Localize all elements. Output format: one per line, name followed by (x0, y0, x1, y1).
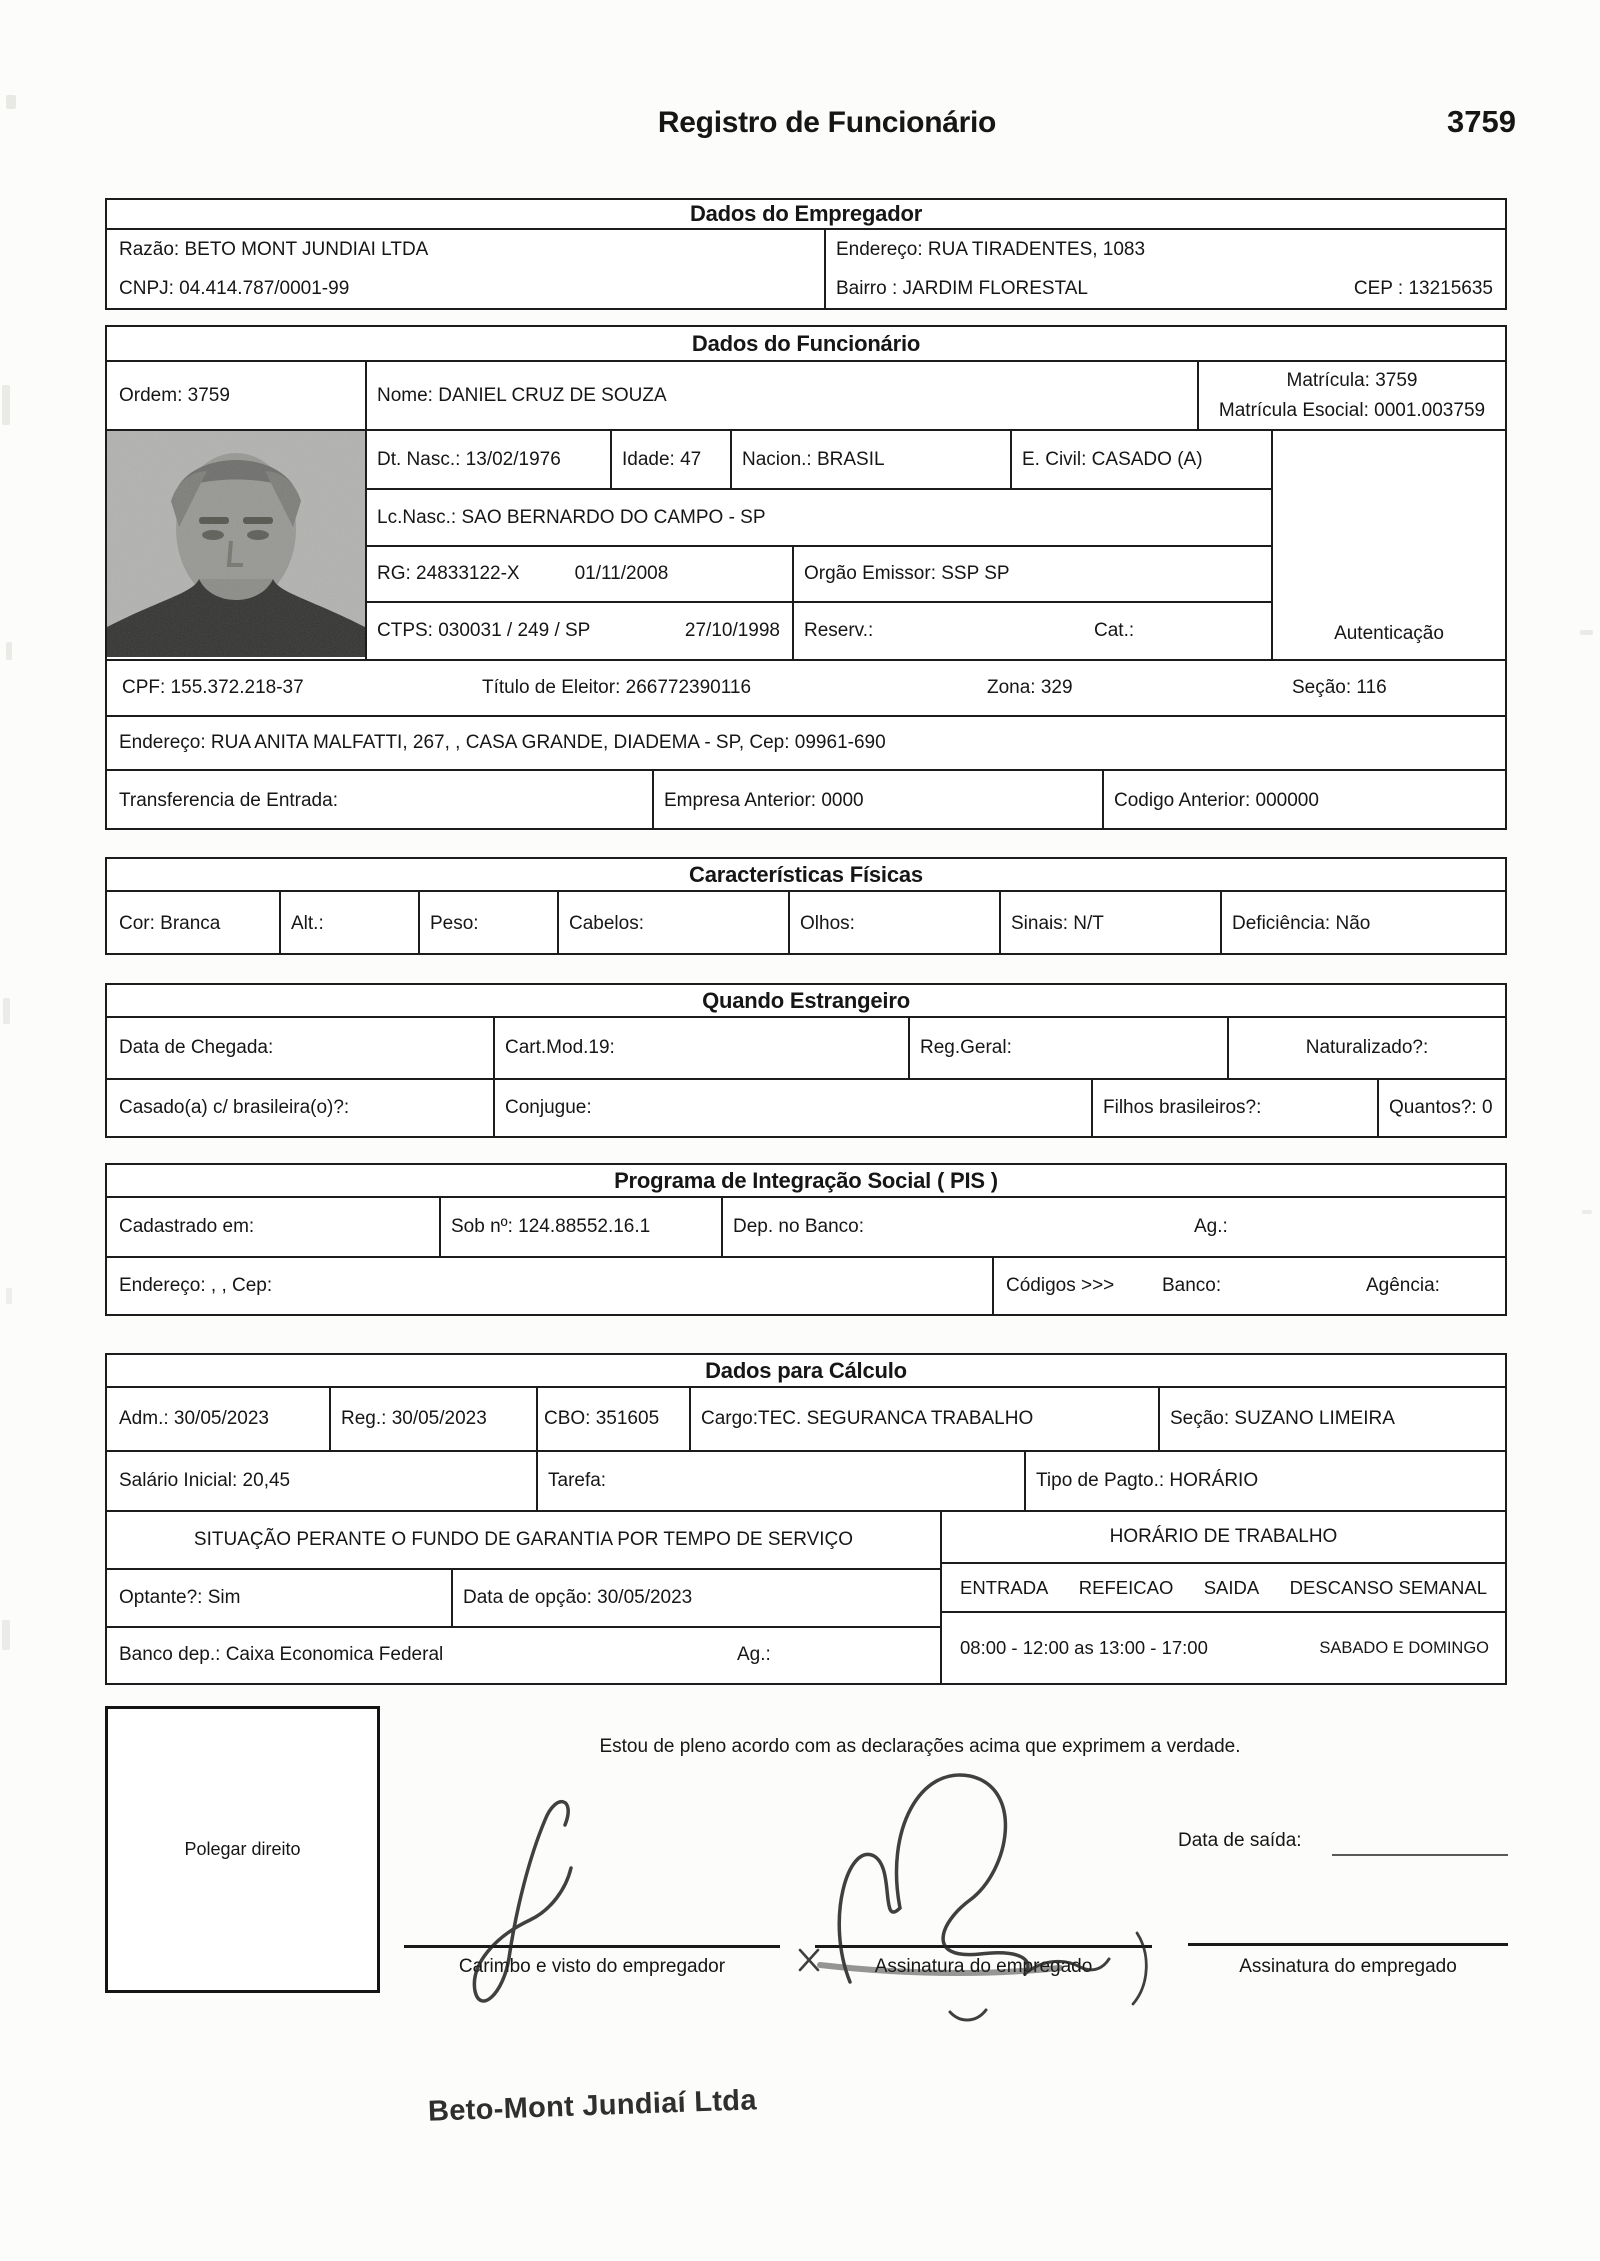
field-pis-banco: Banco: (1162, 1275, 1222, 1296)
field-pis-agencia: Agência: (1366, 1275, 1440, 1296)
field-transferencia: Transferencia de Entrada: (119, 789, 338, 811)
col-saida: SAIDA (1203, 1576, 1260, 1598)
section-header: Programa de Integração Social ( PIS ) (107, 1165, 1505, 1198)
company-stamp-text: Beto-Mont Jundiaí Ltda (427, 2084, 758, 2128)
ctps-cell (367, 603, 792, 659)
empregador-left-col (107, 230, 824, 308)
field-matricula-esocial: Matrícula Esocial: 0001.003759 (1218, 399, 1486, 421)
employee-signature-x-mark (800, 1950, 818, 1970)
field-tarefa: Tarefa: (536, 1452, 1024, 1510)
horario-values (942, 1611, 1505, 1683)
field-cep: CEP : 13215635 (1353, 277, 1493, 299)
scan-artifact (1582, 1210, 1592, 1214)
employee-photo-image (107, 431, 365, 657)
smile-tick-stroke (950, 2010, 986, 2020)
field-tipo-pagto: Tipo de Pagto.: HORÁRIO (1024, 1452, 1505, 1510)
section-caracteristicas-fisicas (105, 857, 1507, 955)
field-cadastrado-em: Cadastrado em: (119, 1216, 255, 1237)
field-dep-banco: Dep. no Banco: (733, 1216, 864, 1237)
section-dados-funcionario (105, 325, 1507, 830)
empregador-bairro-cep (826, 269, 1505, 308)
field-codigos: Códigos >>> (1006, 1275, 1115, 1296)
field-cnpj: CNPJ: 04.414.787/0001-99 (119, 277, 350, 299)
section-header: Quando Estrangeiro (107, 985, 1505, 1018)
scan-artifact (2, 385, 10, 425)
scan-artifact (2, 1620, 10, 1650)
field-cbo: CBO: 351605 (536, 1388, 689, 1450)
field-cor: Cor: Branca (119, 912, 221, 934)
handwritten-signatures (380, 1750, 1200, 2050)
field-cart-mod: Cart.Mod.19: (493, 1018, 908, 1078)
field-reserv: Reserv.: (804, 619, 874, 641)
field-casado-brasileira: Casado(a) c/ brasileira(o)?: (119, 1097, 350, 1118)
field-codigo-anterior: Codigo Anterior: 000000 (1102, 771, 1505, 830)
field-alt: Alt.: (279, 892, 418, 955)
reserv-cat-cell (792, 603, 1271, 659)
scan-artifact (6, 1288, 12, 1304)
employee-signature (839, 1775, 1028, 1982)
field-titulo-eleitor: Título de Eleitor: 266772390116 (482, 677, 752, 698)
field-filhos-brasileiros: Filhos brasileiros?: (1091, 1080, 1377, 1136)
field-reg-geral: Reg.Geral: (908, 1018, 1227, 1078)
field-calculo-ag: Ag.: (737, 1644, 771, 1666)
signature-heavy-underline (820, 1965, 1060, 1973)
section-dados-calculo (105, 1353, 1507, 1685)
employer-visto-signature (474, 1802, 571, 2001)
field-razao: Razão: BETO MONT JUNDIAI LTDA (119, 238, 429, 260)
field-salario-inicial: Salário Inicial: 20,45 (119, 1470, 291, 1491)
field-pis-ag: Ag.: (1194, 1216, 1228, 1237)
field-autenticacao: Autenticação (1334, 623, 1444, 644)
field-adm: Adm.: 30/05/2023 (119, 1408, 269, 1429)
field-lc-nasc: Lc.Nasc.: SAO BERNARDO DO CAMPO - SP (377, 506, 766, 528)
field-rg: RG: 24833122-X (377, 562, 520, 584)
scan-artifact (6, 642, 12, 660)
field-secao-eleitoral: Seção: 116 (1292, 677, 1387, 698)
field-bairro: Bairro : JARDIM FLORESTAL (836, 277, 1088, 299)
field-banco-dep: Banco dep.: Caixa Economica Federal (119, 1644, 444, 1666)
field-pis-endereco: Endereço: , , Cep: (119, 1275, 273, 1296)
section-header: Características Físicas (107, 859, 1505, 892)
section-dados-empregador (105, 198, 1507, 310)
field-descanso-valor: SABADO E DOMINGO (1319, 1638, 1489, 1657)
col-refeicao: REFEICAO (1078, 1576, 1174, 1598)
field-conjugue: Conjugue: (493, 1080, 1091, 1136)
field-cat: Cat.: (1094, 619, 1135, 641)
exit-date-blank-line (1332, 1832, 1508, 1856)
horario-header: HORÁRIO DE TRABALHO (1109, 1526, 1338, 1547)
exit-date-label: Data de saída: (1178, 1830, 1302, 1851)
field-dt-nasc: Dt. Nasc.: 13/02/1976 (377, 448, 561, 470)
fgts-col (107, 1512, 942, 1683)
employee-signature-label: Assinatura do empregado (874, 1956, 1093, 1977)
field-optante: Optante?: Sim (119, 1587, 241, 1608)
field-sinais: Sinais: N/T (999, 892, 1220, 955)
employee-signature-label-2: Assinatura do empregado (1239, 1956, 1457, 1977)
field-rg-data: 01/11/2008 (574, 562, 669, 584)
field-endereco-empregador: Endereço: RUA TIRADENTES, 1083 (836, 238, 1146, 260)
thumbprint-label: Polegar direito (184, 1839, 301, 1859)
field-horario-valor: 08:00 - 12:00 as 13:00 - 17:00 (960, 1637, 1208, 1658)
field-estado-civil: E. Civil: CASADO (A) (1010, 431, 1271, 488)
section-pis (105, 1163, 1507, 1316)
personal-data-col (365, 431, 1271, 659)
scan-artifact (1580, 630, 1593, 635)
codigos-cell (992, 1258, 1505, 1314)
section-header: Dados do Funcionário (107, 327, 1505, 362)
employer-stamp-label: Carimbo e visto do empregador (458, 1956, 726, 1977)
field-nome: Nome: DANIEL CRUZ DE SOUZA (365, 362, 1197, 429)
col-descanso: DESCANSO SEMANAL (1289, 1576, 1487, 1598)
autenticacao-cell (1271, 431, 1505, 659)
field-matricula: Matrícula: 3759 (1286, 370, 1418, 392)
field-ctps: CTPS: 030031 / 249 / SP (377, 619, 591, 641)
field-cpf: CPF: 155.372.218-37 (122, 677, 304, 698)
empregador-right-col (824, 230, 1505, 308)
field-endereco-funcionario: Endereço: RUA ANITA MALFATTI, 267, , CASA GRANDE, DIADEMA - SP, Cep: 09961-690 (119, 732, 886, 753)
field-ordem: Ordem: 3759 (119, 384, 230, 406)
field-cargo: Cargo:TEC. SEGURANCA TRABALHO (689, 1388, 1158, 1450)
field-data-chegada: Data de Chegada: (119, 1037, 274, 1058)
banco-dep-cell (107, 1626, 940, 1683)
field-naturalizado: Naturalizado?: (1227, 1018, 1505, 1078)
field-reg: Reg.: 30/05/2023 (329, 1388, 536, 1450)
col-entrada: ENTRADA (960, 1576, 1049, 1598)
section-header: Dados para Cálculo (107, 1355, 1505, 1388)
scan-artifact (3, 998, 10, 1024)
field-orgao-emissor: Orgão Emissor: SSP SP (792, 547, 1271, 601)
field-sob-no: Sob nº: 124.88552.16.1 (439, 1198, 721, 1256)
declaration-text: Estou de pleno acordo com as declarações acima que exprimem a verdade. (599, 1736, 1241, 1757)
field-empresa-anterior: Empresa Anterior: 0000 (652, 771, 1102, 830)
field-data-opcao: Data de opção: 30/05/2023 (451, 1570, 940, 1625)
employee-signature-line-2 (1188, 1943, 1508, 1946)
employee-photo (107, 431, 365, 659)
horario-col-headers (942, 1562, 1505, 1611)
field-olhos: Olhos: (788, 892, 999, 955)
field-idade: Idade: 47 (610, 431, 730, 488)
horario-col (942, 1512, 1505, 1683)
field-quantos: Quantos?: 0 (1377, 1080, 1505, 1136)
section-header: Dados do Empregador (107, 200, 1505, 230)
field-zona: Zona: 329 (987, 677, 1073, 698)
page-title: Registro de Funcionário (657, 106, 997, 139)
field-nacion: Nacion.: BRASIL (730, 431, 1010, 488)
field-cabelos: Cabelos: (557, 892, 788, 955)
field-ctps-data: 27/10/1998 (684, 619, 780, 641)
section-quando-estrangeiro (105, 983, 1507, 1138)
rg-cell (367, 547, 792, 601)
fgts-header: SITUAÇÃO PERANTE O FUNDO DE GARANTIA POR TEMPO DE SERVIÇO (193, 1529, 854, 1551)
closing-paren-stroke (1133, 1933, 1146, 2004)
matricula-cell (1197, 362, 1505, 429)
page-number: 3759 (1447, 104, 1516, 139)
field-peso: Peso: (418, 892, 557, 955)
dep-banco-cell (721, 1198, 1505, 1256)
thumbprint-box (105, 1706, 380, 1993)
field-deficiencia: Deficiência: Não (1220, 892, 1505, 955)
field-secao-trabalho: Seção: SUZANO LIMEIRA (1158, 1388, 1505, 1450)
